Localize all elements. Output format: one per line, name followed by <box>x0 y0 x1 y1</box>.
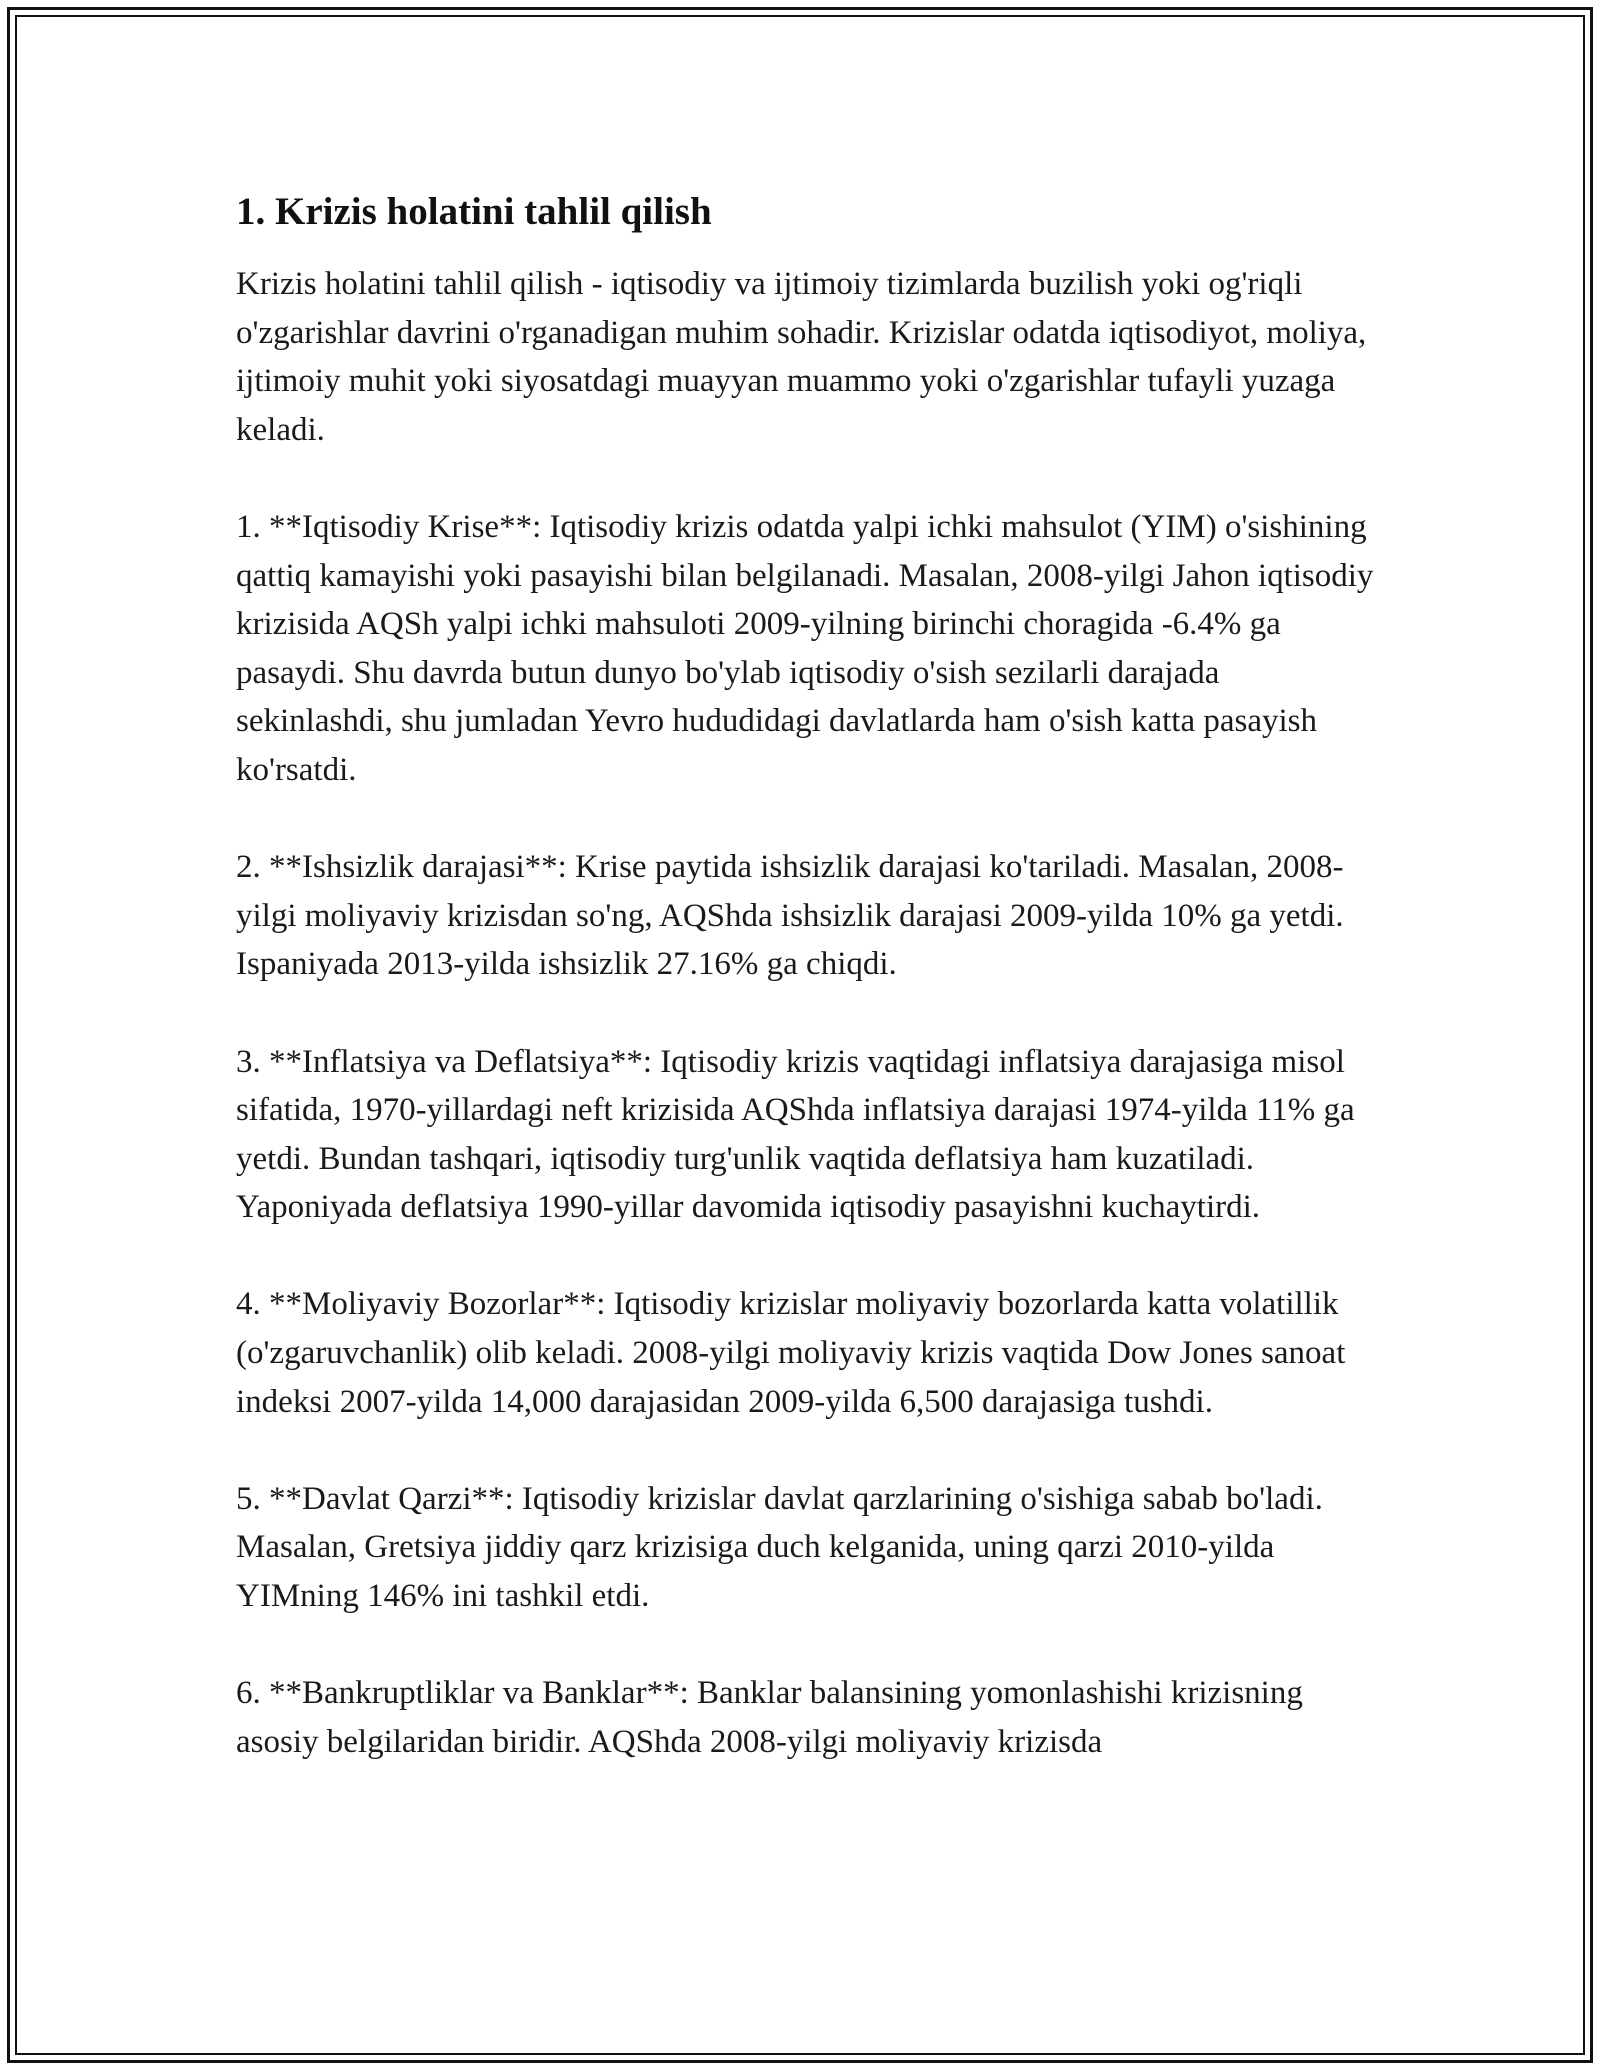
paragraph-economic-crisis: 1. **Iqtisodiy Krise**: Iqtisodiy krizis odatda yalpi ichki mahsulot (YIM) o'sishining qattiq kamayishi yoki pasayishi bilan belgilanadi. Masalan, 2008-yilgi Jahon iqtisodiy krizisida AQSh yalpi ichki mahsuloti 2009-yilning birinchi choragida -6.4% ga pasaydi. Shu davrda butun dunyo bo'ylab iqtisodiy o'sish sezilarli darajada sekinlashdi, shu jumladan Yevro hududidagi davlatlarda ham o'sish katta pasayish ko'rsatdi. <box>236 508 1374 788</box>
document-body <box>236 186 1376 1815</box>
paragraph-public-debt: 5. **Davlat Qarzi**: Iqtisodiy krizislar davlat qarzlarining o'sishiga sabab bo'ladi. Masalan, Gretsiya jiddiy qarz krizisiga duch kelganida, uning qarzi 2010-yilda YIMning 146% ini tashkil etdi. <box>236 1480 1323 1615</box>
paragraph-financial-markets: 4. **Moliyaviy Bozorlar**: Iqtisodiy krizislar moliyaviy bozorlarda katta volatillik (o'zgaruvchanlik) olib keladi. 2008-yilgi moliyaviy krizis vaqtida Dow Jones sanoat indeksi 2007-yilda 14,000 darajasidan 2009-yilda 6,500 darajasiga tushdi. <box>236 1286 1346 1420</box>
paragraph-bankruptcies-banks: 6. **Bankruptliklar va Banklar**: Banklar balansining yomonlashishi krizisning asosiy belgilaridan biridir. AQShda 2008-yilgi moliyaviy krizisda <box>236 1675 1303 1760</box>
paragraph-inflation-deflation: 3. **Inflatsiya va Deflatsiya**: Iqtisodiy krizis vaqtidagi inflatsiya darajasiga misol sifatida, 1970-yillardagi neft krizisida AQShda inflatsiya darajasi 1974-yilda 11% ga yetdi. Bundan tashqari, iqtisodiy turg'unlik vaqtida deflatsiya ham kuzatiladi. Yaponiyada deflatsiya 1990-yillar davomida iqtisodiy pasayishni kuchaytirdi. <box>236 1043 1355 1226</box>
section-heading: 1. Krizis holatini tahlil qilish <box>236 190 712 233</box>
paragraph-unemployment: 2. **Ishsizlik darajasi**: Krise paytida ishsizlik darajasi ko'tariladi. Masalan, 2008-yilgi moliyaviy krizisdan so'ng, AQShda ishsizlik darajasi 2009-yilda 10% ga yetdi. Ispaniyada 2013-yilda ishsizlik 27.16% ga chiqdi. <box>236 849 1344 983</box>
intro-paragraph: Krizis holatini tahlil qilish - iqtisodiy va ijtimoiy tizimlarda buzilish yoki og'riqli o'zgarishlar davrini o'rganadigan muhim sohadir. Krizislar odatda iqtisodiyot, moliya, ijtimoiy muhit yoki siyosatdagi muayyan muammo yoki o'zgarishlar tufayli yuzaga keladi. <box>236 266 1367 448</box>
